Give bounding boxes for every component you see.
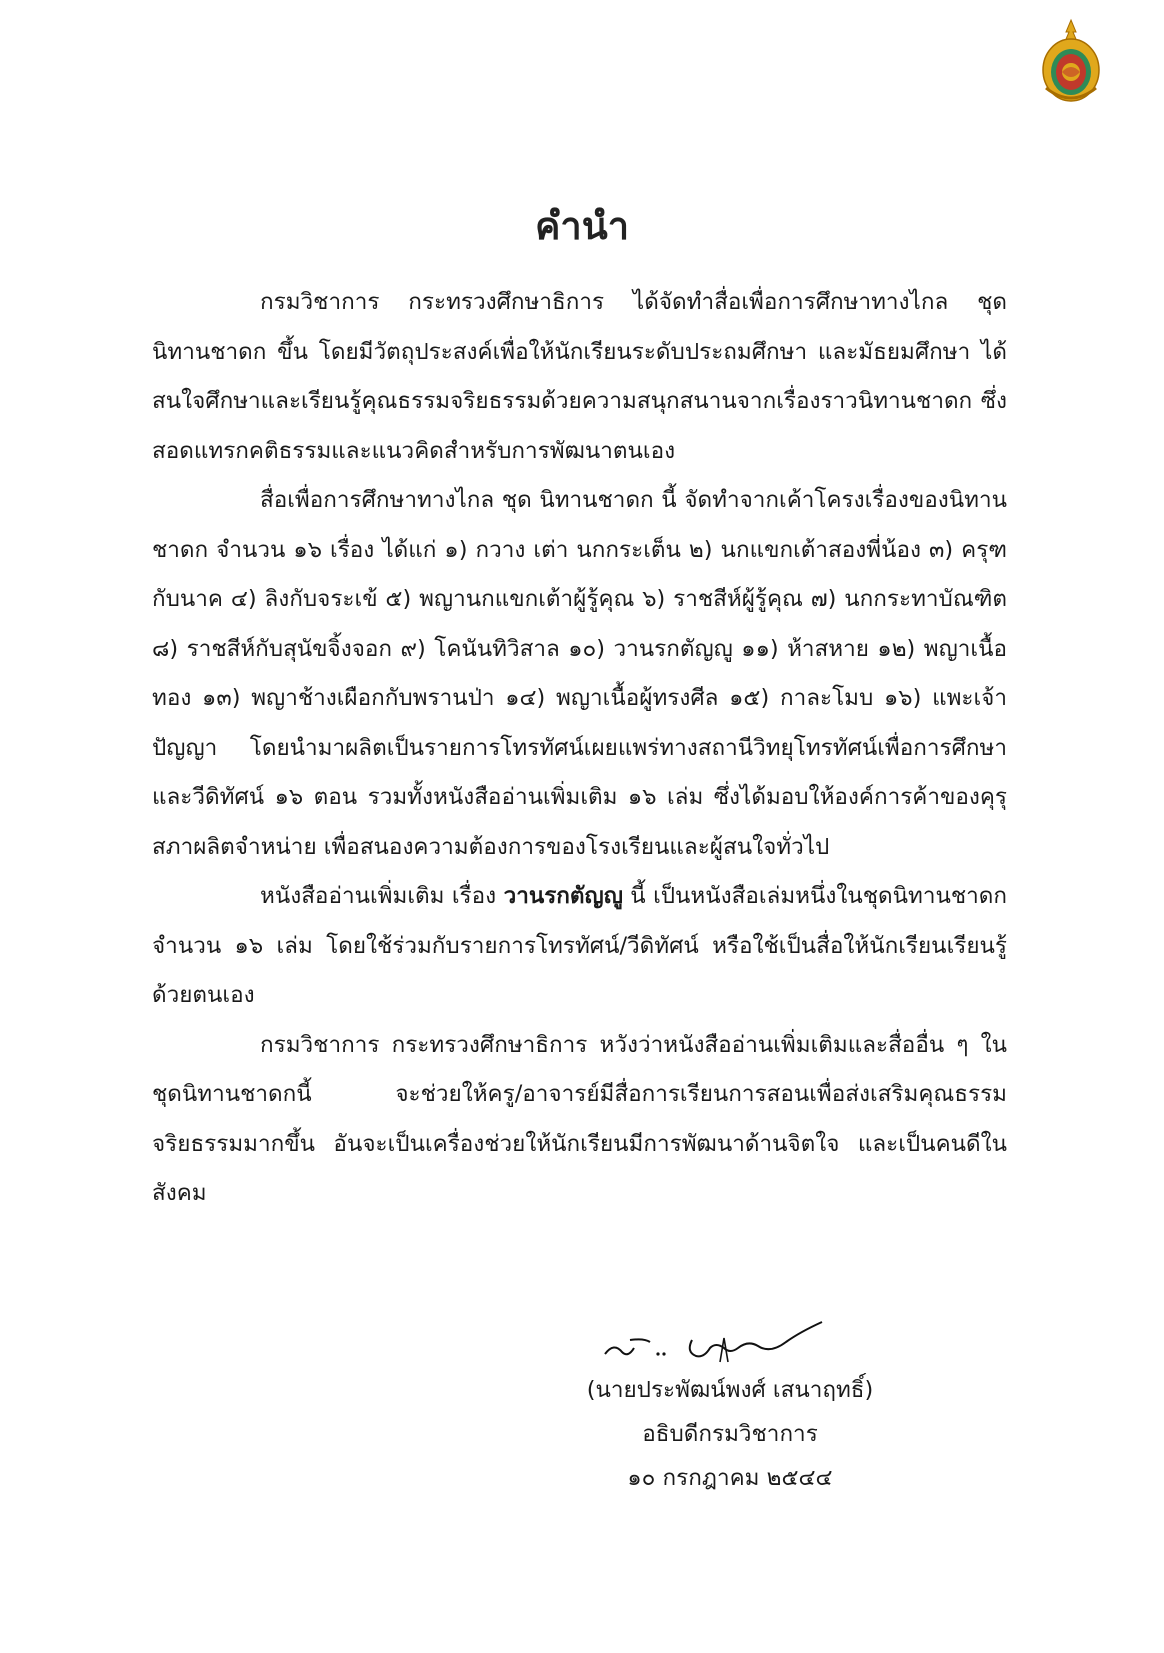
paragraph-4: กรมวิชาการ กระทรวงศึกษาธิการ หวังว่าหนังสืออ่านเพิ่มเติมและสื่ออื่น ๆ ในชุดนิทานชาดกนี้ จะช่วยให้ครู/อาจารย์มีสื่อการเรียนการสอนเพื่อส่งเสริมคุณธรรม จริยธรรมมากขึ้น อันจะเป็นเครื่องช่วยให้นักเรียนมีการพัฒนาด้านจิตใจ และเป็นคนดีในสังคม (152, 1031, 1007, 1206)
paragraph-3-rest: นี้ เป็นหนังสือเล่มหนึ่งในชุดนิทานชาดก จำนวน ๑๖ เล่ม โดยใช้ร่วมกับรายการโทรทัศน์/วีดิทัศน์ หรือใช้เป็นสื่อให้นักเรียนเรียนรู้ด้วยตนเอง (152, 883, 1007, 1008)
paragraph-2: สื่อเพื่อการศึกษาทางไกล ชุด นิทานชาดก นี้ จัดทำจากเค้าโครงเรื่องของนิทานชาดก จำนวน ๑๖ เรื่อง ได้แก่ ๑) กวาง เต่า นกกระเต็น ๒) นกแขกเต้าสองพี่น้อง ๓) ครุฑกับนาค ๔) ลิงกับจระเข้ ๕) พญานกแขกเต้าผู้รู้คุณ ๖) ราชสีห์ผู้รู้คุณ ๗) นกกระทาบัณฑิต ๘) ราชสีห์กับสุนัขจิ้งจอก ๙) โคนันทิวิสาล ๑๐) วานรกตัญญู ๑๑) ห้าสหาย ๑๒) พญาเนื้อทอง ๑๓) พญาช้างเผือกกับพรานป่า ๑๔) พญาเนื้อผู้ทรงศีล ๑๕) กาละโมบ ๑๖) แพะเจ้าปัญญา โดยนำมาผลิตเป็นรายการโทรทัศน์เผยแพร่ทางสถานีวิทยุโทรทัศน์เพื่อการศึกษา และวีดิทัศน์ ๑๖ ตอน รวมทั้งหนังสืออ่านเพิ่มเติม ๑๖ เล่ม ซึ่งได้มอบให้องค์การค้าของคุรุสภาผลิตจำหน่าย เพื่อสนองความต้องการของโรงเรียนและผู้สนใจทั่วไป (152, 487, 1007, 860)
preface-body (152, 278, 1007, 1219)
signature-date: ๑๐ กรกฎาคม ๒๕๔๔ (627, 1465, 833, 1491)
signature-block (530, 1318, 930, 1500)
paragraph-3-lead: หนังสืออ่านเพิ่มเติม เรื่อง (260, 883, 504, 909)
paragraph-1: กรมวิชาการ กระทรวงศึกษาธิการ ได้จัดทำสื่อเพื่อการศึกษาทางไกล ชุด นิทานชาดก ขึ้น โดยมีวัตถุประสงค์เพื่อให้นักเรียนระดับประถมศึกษา และมัธยมศึกษา ได้สนใจศึกษาและเรียนรู้คุณธรรมจริยธรรมด้วยความสนุกสนานจากเรื่องราวนิทานชาดก ซึ่งสอดแทรกคติธรรมและแนวคิดสำหรับการพัฒนาตนเอง (152, 289, 1007, 464)
paragraph-3 (152, 872, 1007, 1021)
signer-position: อธิบดีกรมวิชาการ (642, 1421, 818, 1447)
book-title: วานรกตัญญู (503, 883, 623, 909)
ministry-emblem-icon (1040, 18, 1102, 104)
handwritten-signature (600, 1318, 830, 1374)
page-title: คำนำ (534, 204, 630, 249)
signer-name: (นายประพัฒน์พงศ์ เสนาฤทธิ์) (586, 1377, 874, 1403)
